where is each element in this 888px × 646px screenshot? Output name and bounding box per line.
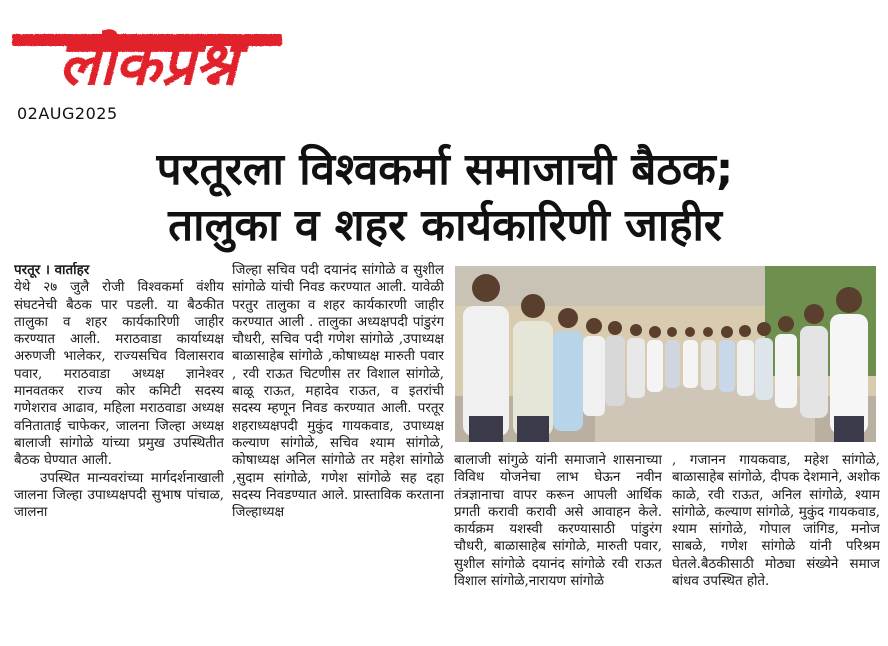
article-column-1 (14, 262, 224, 642)
article-column-3 (454, 452, 662, 642)
newspaper-logo (10, 4, 285, 100)
logo-lettering: लोकप्रश्न (58, 29, 238, 99)
article-paragraph: बालाजी सांगुळे यांनी समाजाने शासनाच्या विविध योजनेचा लाभ घेऊन नवीन तंत्रज्ञानाचा वापर करून आपली आर्थिक प्रगती करावी करावी असे आवाहन केले. कार्यक्रम यशस्वी करण्यासाठी पांडुरंग चौधरी, बाळासाहेब सांगोळे, मारुती पवार, सुशील सांगोळे दयानंद सांगोळे रवी राऊत विशाल सांगोळे,नारायण सांगोळे (454, 453, 662, 590)
article-paragraph: जिल्हा सचिव पदी दयानंद सांगोळे व सुशील सांगोळे यांची निवड करण्यात आली. यावेळी परतुर तालुका व शहर कार्यकारणी जाहीर करण्यात आली . तालुका अध्यक्षपदी पांडुरंग चौधरी, सचिव पदी गणेश सांगोळे ,उपाध्यक्ष बाळासाहेब सांगोळे ,कोषाध्यक्ष मारुती पवार , रवी राऊत चिटणीस तर विशाल सांगोळे, बाळू राऊत, महादेव राऊत, व इतरांची सदस्य म्हणून निवड करण्यात आली. परतूर शहराध्यक्षपदी मुकुंद गायकवाड, उपाध्यक्ष कल्याण सांगोळे, सचिव श्याम सांगोळे, कोषाध्यक्ष अनिल सांगोळे तर महेश सांगोळे ,सुदाम सांगोळे, गणेश सांगोळे सह दहा सदस्य निवडण्यात आले. प्रास्ताविक करताना जिल्हाध्यक्ष (232, 263, 444, 521)
group-photo (455, 266, 876, 442)
article-column-4 (672, 452, 880, 642)
article-dateline: परतूर । वार्ताहर (14, 262, 90, 278)
article-paragraph: , गजानन गायकवाड, महेश सांगोळे, बाळासाहेब सांगोळे, दीपक देशमाने, अशोक काळे, रवी राऊत, अनिल सांगोळे, श्याम सांगोळे, कल्याण सांगोळे, मुकुंद गायकवाड, श्याम सांगोळे, गोपाल जांगिड, मनोज साबळे, गणेश सांगोळे यांनी परिश्रम घेतले.बैठकीसाठी मोठ्या संख्येने समाज बांधव उपस्थित होते. (672, 453, 880, 590)
headline-line-2: तालुका व शहर कार्यकारिणी जाहीर (168, 200, 722, 251)
article-column-2 (232, 262, 444, 642)
article-headline (12, 144, 878, 251)
headline-line-1: परतूरला विश्वकर्मा समाजाची बैठक; (156, 144, 734, 195)
article-paragraph: उपस्थित मान्यवरांच्या मार्गदर्शनाखाली जालना जिल्हा उपाध्यक्षपदी सुभाष पांचाळ, जालना (14, 470, 224, 521)
article-paragraph: येथे २७ जुलै रोजी विश्वकर्मा वंशीय संघटनेची बैठक पार पडली. या बैठकीत तालुका व शहर कार्यकारिणी जाहीर करण्यात आली. मराठवाडा कार्याध्यक्ष अरुणजी भालेकर, राज्यसचिव विलासराव पवार, मराठवाडा अध्यक्ष ज्ञानेश्वर मानवतकर राज्य कोर कमिटी सदस्य गणेशराव आढाव, महिला मराठवाडा अध्यक्ष वनिताताई चाफेकर, जालना जिल्हा अध्यक्ष बालाजी सांगोळे यांच्या प्रमुख उपस्थितीत बैठक घेण्यात आली. (14, 280, 224, 469)
edition-date: 02AUG2025 (17, 104, 118, 123)
